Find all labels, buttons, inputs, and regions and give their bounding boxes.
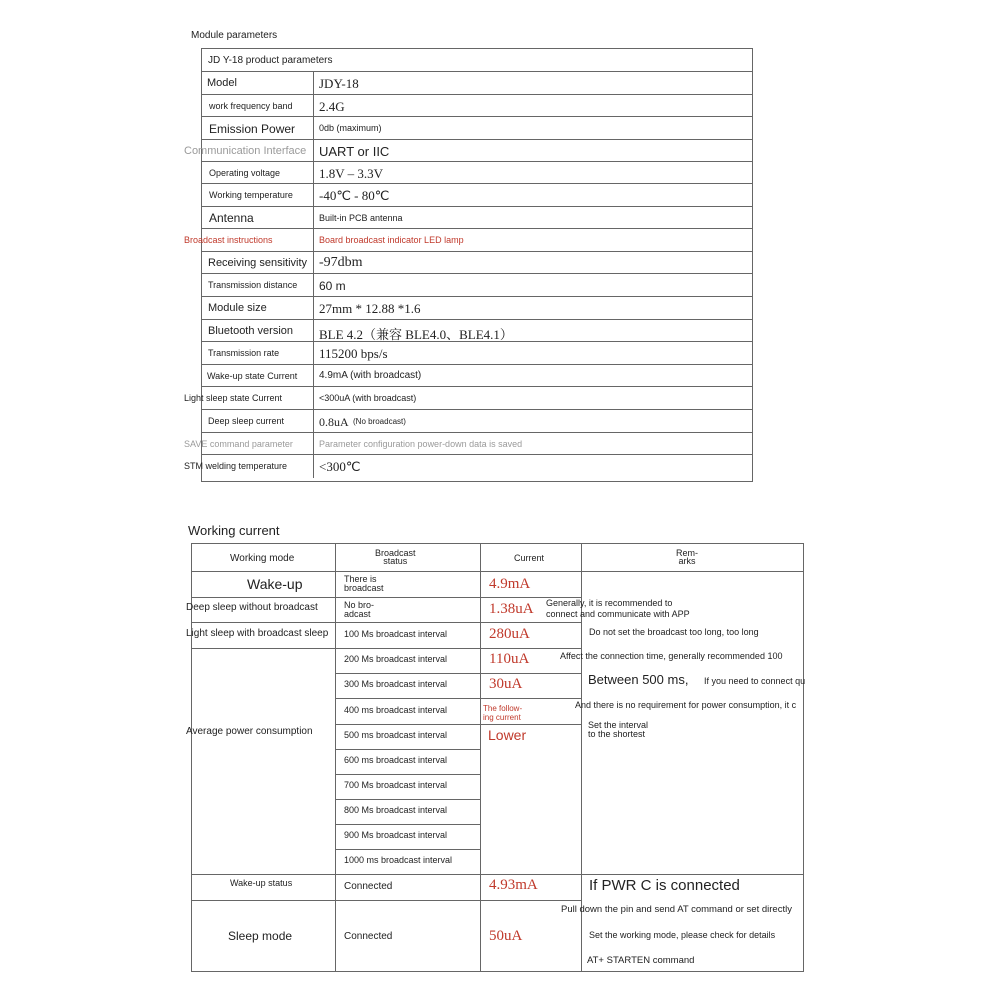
param-value: 60 m [319,279,346,293]
header-broadcast-status [375,549,416,565]
current-deep-sleep: 1.38uA [489,601,534,617]
param-row [184,387,752,410]
following-line1: The follow- [483,704,523,713]
param-label: Broadcast instructions [184,235,273,245]
remark-line: to the shortest [588,729,646,739]
param-row [202,162,752,184]
param-value: 0db (maximum) [319,123,382,133]
param-row [184,433,752,455]
param-label: Transmission rate [208,348,280,358]
interval-label: 700 Ms broadcast interval [344,780,448,790]
param-value: <300uA (with broadcast) [319,393,417,403]
row-divider [335,749,480,750]
remark-set-working-mode: Set the working mode, please check for details [589,930,776,940]
status-wakeup-line1: There is [344,574,377,584]
param-label: work frequency band [209,101,293,111]
param-label: Receiving sensitivity [208,257,308,269]
param-row [202,410,752,433]
current-wakeup-status: 4.93mA [489,877,538,893]
param-value: Board broadcast indicator LED lamp [319,235,464,245]
param-label: Working temperature [209,190,293,200]
row-divider [192,648,581,649]
param-row [202,72,752,95]
param-value: Parameter configuration power-down data is saved [319,439,523,449]
param-label: Communication Interface [184,145,307,157]
status-wakeup [344,575,384,593]
param-value: 4.9mA (with broadcast) [319,370,422,381]
param-label: SAVE command parameter [184,439,293,449]
row-divider [335,774,480,775]
interval-label: 200 Ms broadcast interval [344,654,448,664]
param-label: Transmission distance [208,280,298,290]
param-row [202,252,752,274]
remark-broadcast-too-long: Do not set the broadcast too long, too long [589,627,759,637]
param-value: Built-in PCB antenna [319,213,403,223]
remark-pwrc-connected: If PWR C is connected [589,877,740,894]
param-label: Model [207,77,237,89]
status-sleep-connected: Connected [344,931,393,942]
header-broadcast-line1: Broadcast [375,548,416,558]
param-row [202,207,752,229]
param-row [202,365,752,387]
column-divider [335,544,336,971]
param-row [184,140,752,162]
interval-label: 600 ms broadcast interval [344,755,448,765]
remark-set-interval [588,721,648,739]
remark-generally [546,598,690,620]
row-divider [335,724,581,725]
interval-label: 1000 ms broadcast interval [344,855,453,865]
remark-connect-quickly: If you need to connect qu [704,676,806,686]
remark-between-500ms: Between 500 ms, [588,672,689,687]
param-label: Wake-up state Current [207,371,298,381]
interval-label: 500 ms broadcast interval [344,730,448,740]
status-wakeup-line2: broadcast [344,583,384,593]
param-label: Operating voltage [209,168,281,178]
status-wakeup-connected: Connected [344,881,393,892]
row-divider [192,597,581,598]
column-divider [480,544,481,971]
status-deep-line1: No bro- [344,600,375,610]
param-value: JDY-18 [319,76,359,91]
current-wakeup: 4.9mA [489,576,531,592]
param-row [184,229,752,252]
row-divider [335,849,480,850]
current-300ms: 30uA [489,676,523,692]
following-current-note [483,704,522,722]
current-lower: Lower [488,727,527,743]
param-value: BLE 4.2（兼容 BLE4.0、BLE4.1） [319,327,513,342]
param-value: 27mm * 12.88 *1.6 [319,301,421,316]
param-value: -97dbm [319,255,363,270]
row-divider [192,900,581,901]
remark-line: connect and communicate with APP [546,609,690,619]
working-current-table [186,543,806,972]
param-label: STM welding temperature [184,461,288,471]
status-deep-sleep [344,601,374,619]
row-divider [192,571,803,572]
row-divider [335,799,480,800]
remark-pull-down-pin: Pull down the pin and send AT command or set directly [561,904,792,915]
header-remarks-line2: arks [678,556,696,566]
status-light-sleep: 100 Ms broadcast interval [344,629,448,639]
param-row [184,455,752,478]
param-row [202,320,752,342]
param-label: Emission Power [209,122,296,136]
header-broadcast-line2: status [383,556,408,566]
remark-line: Generally, it is recommended to [546,598,673,608]
header-remarks-line1: Rem- [676,548,698,558]
remark-power-requirement: And there is no requirement for power consumption, it c [575,700,797,710]
header-current: Current [514,553,545,563]
current-sleep-mode: 50uA [489,928,523,944]
table-header: JD Y-18 product parameters [202,49,752,72]
header-working-mode: Working mode [230,553,295,564]
param-row [202,184,752,207]
row-divider [335,673,581,674]
product-parameters-table [184,48,753,482]
interval-label: 800 Ms broadcast interval [344,805,448,815]
param-value: -40℃ - 80℃ [319,188,390,203]
mode-light-sleep: Light sleep with broadcast sleep [186,628,329,639]
status-deep-line2: adcast [344,609,371,619]
following-line2: ing current [483,713,521,722]
row-divider [335,698,581,699]
remark-connection-time: Affect the connection time, generally recommended 100 [560,651,783,661]
param-row [202,117,752,140]
remark-at-starten: AT+ STARTEN command [587,955,695,966]
param-row [202,95,752,117]
current-light-sleep: 280uA [489,626,530,642]
param-value: 2.4G [319,99,345,114]
section-title-working-current: Working current [188,523,280,538]
param-label: Module size [208,302,267,314]
param-value: 1.8V – 3.3V [319,166,384,181]
interval-label: 300 Ms broadcast interval [344,679,448,689]
section-title-module-parameters: Module parameters [191,30,278,41]
param-label: Bluetooth version [208,325,293,337]
param-value-note: (No broadcast) [353,417,406,426]
row-divider [192,622,581,623]
param-value: 115200 bps/s [319,346,388,361]
mode-deep-sleep: Deep sleep without broadcast [186,602,318,613]
row-divider [335,824,480,825]
mode-average-power: Average power consumption [186,726,313,737]
current-200ms: 110uA [489,651,530,667]
mode-wakeup: Wake-up [247,576,303,592]
param-value: <300℃ [319,459,361,474]
param-value: UART or IIC [319,144,390,159]
param-row [202,342,752,365]
header-remarks [676,549,698,565]
remark-line: Set the interval [588,720,649,730]
param-row [202,274,752,297]
param-label: Deep sleep current [208,416,285,426]
param-value: 0.8uA [319,415,349,429]
row-divider [192,874,803,875]
interval-label: 900 Ms broadcast interval [344,830,448,840]
param-label: Antenna [209,211,254,225]
param-label: Light sleep state Current [184,393,283,403]
interval-label: 400 ms broadcast interval [344,705,448,715]
param-row [202,297,752,320]
mode-wakeup-status: Wake-up status [230,878,293,888]
mode-sleep: Sleep mode [228,929,293,943]
